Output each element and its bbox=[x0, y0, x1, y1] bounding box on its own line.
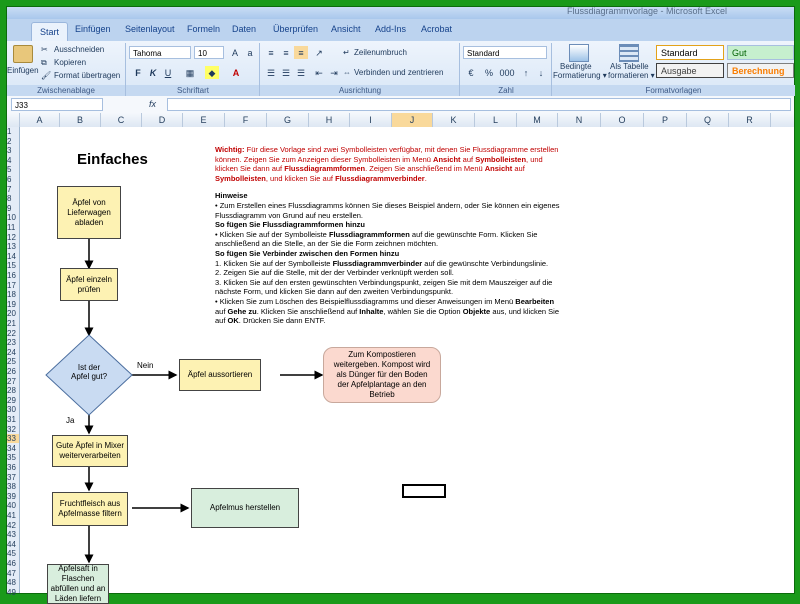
cut-button[interactable]: Ausschneiden bbox=[54, 45, 105, 54]
copy-button[interactable]: Kopieren bbox=[54, 58, 87, 67]
row-header[interactable]: 21 bbox=[7, 319, 16, 328]
ribbon-tabs bbox=[7, 19, 794, 42]
select-all-corner[interactable] bbox=[7, 113, 20, 127]
align-bottom-icon[interactable]: ≡ bbox=[294, 46, 308, 59]
style-gut[interactable]: Gut bbox=[727, 45, 794, 60]
font-name-select[interactable]: Tahoma bbox=[129, 46, 191, 59]
ribbon bbox=[7, 41, 794, 97]
align-right-icon[interactable]: ☰ bbox=[296, 68, 306, 78]
font-size-select[interactable]: 10 bbox=[194, 46, 224, 59]
column-headers bbox=[7, 113, 794, 128]
column-header[interactable]: D bbox=[142, 113, 183, 127]
indent-icon[interactable]: ⇤ bbox=[315, 68, 323, 78]
row-header[interactable]: 5 bbox=[7, 165, 12, 175]
row-header[interactable]: 23 bbox=[7, 338, 16, 348]
decision-label: Ist der Apfel gut? bbox=[70, 363, 108, 381]
row-header[interactable]: 9 bbox=[7, 203, 12, 213]
format-as-table-icon bbox=[619, 44, 639, 62]
row-header[interactable]: 33 bbox=[7, 434, 19, 443]
yes-label: Ja bbox=[66, 416, 75, 425]
style-standard[interactable]: Standard bbox=[656, 45, 724, 60]
column-header[interactable]: B bbox=[60, 113, 101, 127]
row-header[interactable]: 36 bbox=[7, 463, 16, 472]
column-header[interactable]: F bbox=[225, 113, 267, 127]
tab-ueberpruefen[interactable]: Überprüfen bbox=[273, 24, 319, 34]
row-header[interactable]: 12 bbox=[7, 232, 16, 242]
style-ausgabe[interactable]: Ausgabe bbox=[656, 63, 724, 78]
flow-step-filter[interactable]: Fruchtfleisch aus Apfelmasse filtern bbox=[52, 492, 128, 526]
window-title: Flussdiagrammvorlage - Microsoft Excel bbox=[567, 6, 728, 16]
grow-font-icon[interactable]: A bbox=[231, 48, 238, 58]
row-header[interactable]: 29 bbox=[7, 395, 16, 405]
row-header[interactable]: 22 bbox=[7, 328, 16, 338]
row-header[interactable]: 7 bbox=[7, 184, 12, 194]
column-header[interactable]: M bbox=[517, 113, 558, 127]
column-header[interactable]: N bbox=[558, 113, 601, 127]
font-color-icon[interactable]: A bbox=[232, 68, 240, 78]
column-header[interactable]: C bbox=[101, 113, 142, 127]
style-berechnung[interactable]: Berechnung bbox=[727, 63, 794, 78]
column-header-selected[interactable]: J bbox=[392, 113, 433, 127]
row-header[interactable]: 25 bbox=[7, 357, 16, 367]
underline-button[interactable]: U bbox=[164, 68, 172, 78]
align-middle-icon[interactable]: ≡ bbox=[283, 48, 289, 58]
row-header[interactable]: 48 bbox=[7, 578, 16, 588]
flow-step-unload[interactable]: Äpfel von Lieferwagen abladen bbox=[57, 186, 121, 239]
align-top-icon[interactable]: ≡ bbox=[268, 48, 274, 58]
excel-window bbox=[6, 6, 795, 603]
row-header[interactable]: 39 bbox=[7, 491, 16, 501]
row-header[interactable]: 18 bbox=[7, 290, 16, 300]
tab-formeln[interactable]: Formeln bbox=[187, 24, 221, 34]
row-header[interactable]: 38 bbox=[7, 482, 16, 492]
styles-group-label: Formatvorlagen bbox=[551, 85, 795, 96]
formula-bar bbox=[7, 96, 794, 114]
column-header[interactable]: P bbox=[644, 113, 687, 127]
row-header[interactable]: 11 bbox=[7, 223, 16, 232]
shrink-font-icon[interactable]: a bbox=[247, 48, 253, 58]
row-header[interactable]: 1 bbox=[7, 127, 12, 136]
title-bar bbox=[7, 7, 794, 19]
flow-compost-note[interactable]: Zum Kompostieren weitergeben. Kompost wird als Dünger für den Boden der Apfelplantage an den Betrieb bbox=[323, 347, 441, 403]
orientation-icon[interactable]: ↗ bbox=[315, 48, 323, 58]
row-header[interactable]: 40 bbox=[7, 501, 16, 511]
fill-color-icon[interactable]: ◆ bbox=[205, 66, 219, 79]
row-header[interactable]: 2 bbox=[7, 136, 12, 146]
tab-acrobat[interactable]: Acrobat bbox=[421, 24, 453, 34]
outdent-icon[interactable]: ⇥ bbox=[330, 68, 338, 78]
column-header[interactable]: L bbox=[475, 113, 517, 127]
row-header[interactable]: 31 bbox=[7, 415, 16, 424]
cut-icon: ✂ bbox=[41, 45, 48, 54]
format-painter-icon: 🖌 bbox=[41, 71, 52, 80]
row-header[interactable]: 24 bbox=[7, 347, 16, 357]
alignment-group-label: Ausrichtung bbox=[259, 85, 460, 96]
tab-ansicht[interactable]: Ansicht bbox=[331, 24, 361, 34]
tab-einfuegen[interactable]: Einfügen bbox=[75, 24, 111, 34]
column-header[interactable]: K bbox=[433, 113, 475, 127]
format-as-table-label: formatieren ▾ bbox=[608, 71, 655, 80]
copy-icon: ⧉ bbox=[41, 58, 47, 67]
selected-cell[interactable] bbox=[402, 484, 446, 498]
row-header[interactable]: 17 bbox=[7, 280, 16, 290]
format-painter-button[interactable]: Format übertragen bbox=[54, 71, 121, 80]
tab-addins[interactable]: Add-Ins bbox=[375, 24, 407, 34]
row-header[interactable]: 10 bbox=[7, 213, 16, 223]
flow-step-sort[interactable]: Äpfel aussortieren bbox=[179, 359, 261, 391]
row-header[interactable]: 44 bbox=[7, 539, 16, 549]
column-header[interactable]: Q bbox=[687, 113, 729, 127]
flow-step-mixer[interactable]: Gute Äpfel in Mixer weiterverarbeiten bbox=[52, 435, 128, 467]
instructions-text: Wichtig: Für diese Vorlage sind zwei Symbolleisten verfügbar, mit denen Sie Flussdiagramme erstellen können. Zeigen Sie zum Anzeigen dieser Symbolleisten im Menü Ansicht auf Symbolleisten, und klicken Sie dann auf Flussdiagrammformen. Zeigen Sie anschließend im Menü Ansicht auf Symbolleisten, und klicken Sie auf Flussdiagrammverbinder. Hinweise • Zum Erstellen eines Flussdiagramms können Sie dieses Beispiel ändern, oder Sie können ein eigenes Flussdiagramm von Grund auf neu erstellen. So fügen Sie Flussdiagrammformen hinzu • Klicken Sie auf der Symbolleiste Flussdiagrammformen auf die gewünschte Form. Klicken Sie anschließend an die Stelle, an der Sie die Form zeichnen möchten. So fügen Sie Verbinder zwischen den Formen hinzu 1. Klicken Sie auf der Symbolleiste Flussdiagrammverbinder auf die gewünschte Verbindungslinie. 2. Zeigen Sie auf die Stelle, mit der der Verbinder verknüpft werden soll. 3. Klicken Sie auf den ersten gewünschten Verbindungspunkt, zeigen Sie mit dem Mauszeiger auf die nächste Form, und klicken Sie dann auf den zweiten Verbindungspunkt. • Klicken Sie zum Löschen des Beispielflussdiagramms und dieser Anweisungen im Menü Bearbeiten auf Gehe zu. Klicken Sie anschließend auf Inhalte, wählen Sie die Option Objekte aus, und klicken Sie auf OK. Drücken Sie dann ENTF. bbox=[215, 145, 560, 326]
name-box[interactable]: J33 bbox=[11, 98, 103, 111]
merge-center-button[interactable]: Verbinden und zentrieren bbox=[354, 68, 444, 77]
column-header[interactable]: G bbox=[267, 113, 309, 127]
row-header[interactable]: 47 bbox=[7, 568, 16, 578]
row-header[interactable]: 19 bbox=[7, 299, 16, 309]
border-icon[interactable]: ▦ bbox=[185, 68, 195, 78]
row-header[interactable]: 41 bbox=[7, 511, 16, 520]
worksheet[interactable] bbox=[20, 127, 794, 603]
column-header[interactable]: R bbox=[729, 113, 771, 127]
column-header[interactable]: A bbox=[20, 113, 60, 127]
conditional-format-icon bbox=[569, 44, 589, 62]
increase-decimal-icon[interactable]: ↑ bbox=[523, 68, 529, 78]
conditional-format-button[interactable]: Bedingte bbox=[560, 62, 592, 71]
tab-seitenlayout[interactable]: Seitenlayout bbox=[125, 24, 175, 34]
row-header[interactable]: 49 bbox=[7, 587, 16, 597]
flow-step-applesauce[interactable]: Apfelmus herstellen bbox=[191, 488, 299, 528]
align-center-icon[interactable]: ☰ bbox=[281, 68, 291, 78]
row-headers bbox=[7, 127, 20, 597]
tab-start[interactable]: Start bbox=[31, 22, 68, 41]
row-header[interactable]: 32 bbox=[7, 424, 16, 434]
row-header[interactable]: 4 bbox=[7, 155, 12, 165]
row-header[interactable]: 27 bbox=[7, 376, 16, 386]
row-header[interactable]: 6 bbox=[7, 175, 12, 184]
row-header[interactable]: 8 bbox=[7, 194, 12, 204]
wrap-text-button[interactable]: Zeilenumbruch bbox=[354, 48, 407, 57]
row-header[interactable]: 35 bbox=[7, 453, 16, 463]
row-header[interactable]: 43 bbox=[7, 530, 16, 540]
wrap-icon: ↵ bbox=[343, 48, 350, 57]
number-group-label: Zahl bbox=[459, 85, 552, 96]
formula-input[interactable] bbox=[167, 98, 791, 111]
flow-step-inspect[interactable]: Äpfel einzeln prüfen bbox=[60, 268, 118, 301]
number-format-select[interactable]: Standard bbox=[463, 46, 547, 59]
row-header[interactable]: 30 bbox=[7, 405, 16, 415]
no-label: Nein bbox=[137, 361, 154, 370]
sheet-title: Einfaches bbox=[77, 151, 148, 168]
row-header[interactable]: 37 bbox=[7, 472, 16, 482]
row-header[interactable]: 13 bbox=[7, 242, 16, 252]
flow-step-bottle[interactable]: Apfelsaft in Flaschen abfüllen und an Läden liefern bbox=[47, 564, 109, 604]
column-header[interactable]: E bbox=[183, 113, 225, 127]
thousands-button[interactable]: 000 bbox=[499, 68, 515, 78]
tab-daten[interactable]: Daten bbox=[232, 24, 257, 34]
column-header[interactable]: H bbox=[309, 113, 350, 127]
paste-button[interactable]: Einfügen bbox=[7, 66, 39, 75]
align-left-icon[interactable]: ☰ bbox=[266, 68, 276, 78]
row-header[interactable]: 34 bbox=[7, 443, 16, 453]
column-header[interactable]: O bbox=[601, 113, 644, 127]
format-as-table-button[interactable]: Als Tabelle bbox=[610, 62, 649, 71]
percent-button[interactable]: % bbox=[484, 68, 493, 78]
currency-icon[interactable]: € bbox=[468, 68, 474, 78]
decrease-decimal-icon[interactable]: ↓ bbox=[538, 68, 544, 78]
row-header[interactable]: 14 bbox=[7, 251, 16, 261]
row-header[interactable]: 20 bbox=[7, 309, 16, 319]
clipboard-group-label: Zwischenablage bbox=[7, 85, 125, 96]
row-header[interactable]: 3 bbox=[7, 146, 12, 156]
paste-icon bbox=[13, 45, 33, 63]
bold-button[interactable]: F bbox=[135, 68, 141, 78]
row-header[interactable]: 42 bbox=[7, 520, 16, 530]
column-header[interactable]: I bbox=[350, 113, 392, 127]
italic-button[interactable]: K bbox=[149, 68, 157, 78]
font-group-label: Schriftart bbox=[125, 85, 260, 96]
row-header[interactable]: 45 bbox=[7, 549, 16, 559]
row-header[interactable]: 28 bbox=[7, 386, 16, 396]
row-header[interactable]: 15 bbox=[7, 261, 16, 271]
conditional-format-label: Formatierung ▾ bbox=[553, 71, 607, 80]
merge-icon: ⇔ bbox=[343, 68, 351, 77]
row-header[interactable]: 26 bbox=[7, 367, 16, 376]
row-header[interactable]: 16 bbox=[7, 271, 16, 280]
fx-icon[interactable]: fx bbox=[149, 99, 157, 109]
row-header[interactable]: 46 bbox=[7, 559, 16, 568]
